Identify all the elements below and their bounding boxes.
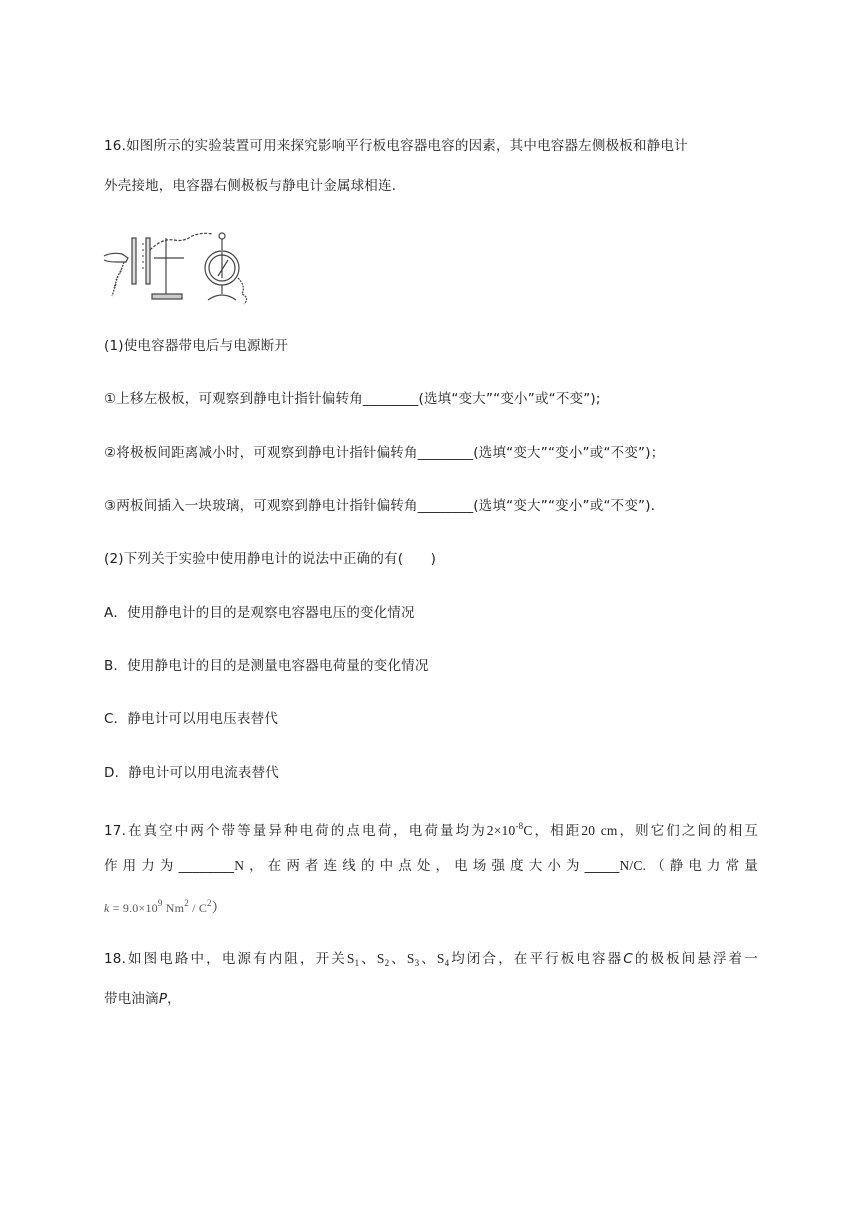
q16-item1: ①上移左极板，可观察到静电计指针偏转角________(选填“变大”“变小”或“不变”); [104,391,601,407]
q17-line2: 作用力为________N，在两者连线的中点处，电场强度大小为_____N/C.（静电力常量 [104,858,758,874]
q17-line3: $k = 9.0\times 10^9$ $Nm^2 / C^2$） [104,898,226,916]
q16-part1-title: (1)使电容器带电后与电源断开 [104,338,289,354]
q16-part2-title: (2)下列关于实验中使用静电计的说法中正确的有( ) [104,551,437,567]
q16-option-b: B．使用静电计的目的是测量电容器电荷量的变化情况 [104,658,429,674]
q16-item2: ②将极板间距离减小时，可观察到静电计指针偏转角________(选填“变大”“变小”或“不变”)； [104,445,665,461]
coulomb-constant-formula: $k = 9.0\times 10^9$ $Nm^2 / C^2$ [104,898,212,915]
q16-stem-line2: 外壳接地，电容器右侧极板与静电计金属球相连． [104,178,406,194]
q18-line2: 带电油滴P， [104,991,181,1007]
left-plate-icon [132,238,136,284]
q16-option-c: C．静电计可以用电压表替代 [104,711,279,727]
q18-line1: 18.如图电路中，电源有内阻，开关$S_1$、$S_2$、$S_3$、$S_4$均闭合，在平行板电容器C的极板间悬浮着一 [104,951,759,968]
q16-option-a: A．使用静电计的目的是观察电容器电压的变化情况 [104,605,415,621]
electrometer-apparatus-figure [102,228,262,308]
hand-icon [104,253,128,262]
q16-stem-line1: 16.如图所示的实验装置可用来探究影响平行板电容器电容的因素，其中电容器左侧极板和静电计 [104,138,688,154]
q17-line1: 17.在真空中两个带等量异种电荷的点电荷，电荷量均为$2\times 10^{-8}C$，相距20 cm，则它们之间的相互 [104,821,759,839]
q16-item3: ③两板间插入一块玻璃，可观察到静电计指针偏转角________(选填“变大”“变小”或“不变”)． [104,498,665,514]
q16-option-d: D．静电计可以用电流表替代 [104,765,279,781]
right-plate-icon [146,238,150,284]
